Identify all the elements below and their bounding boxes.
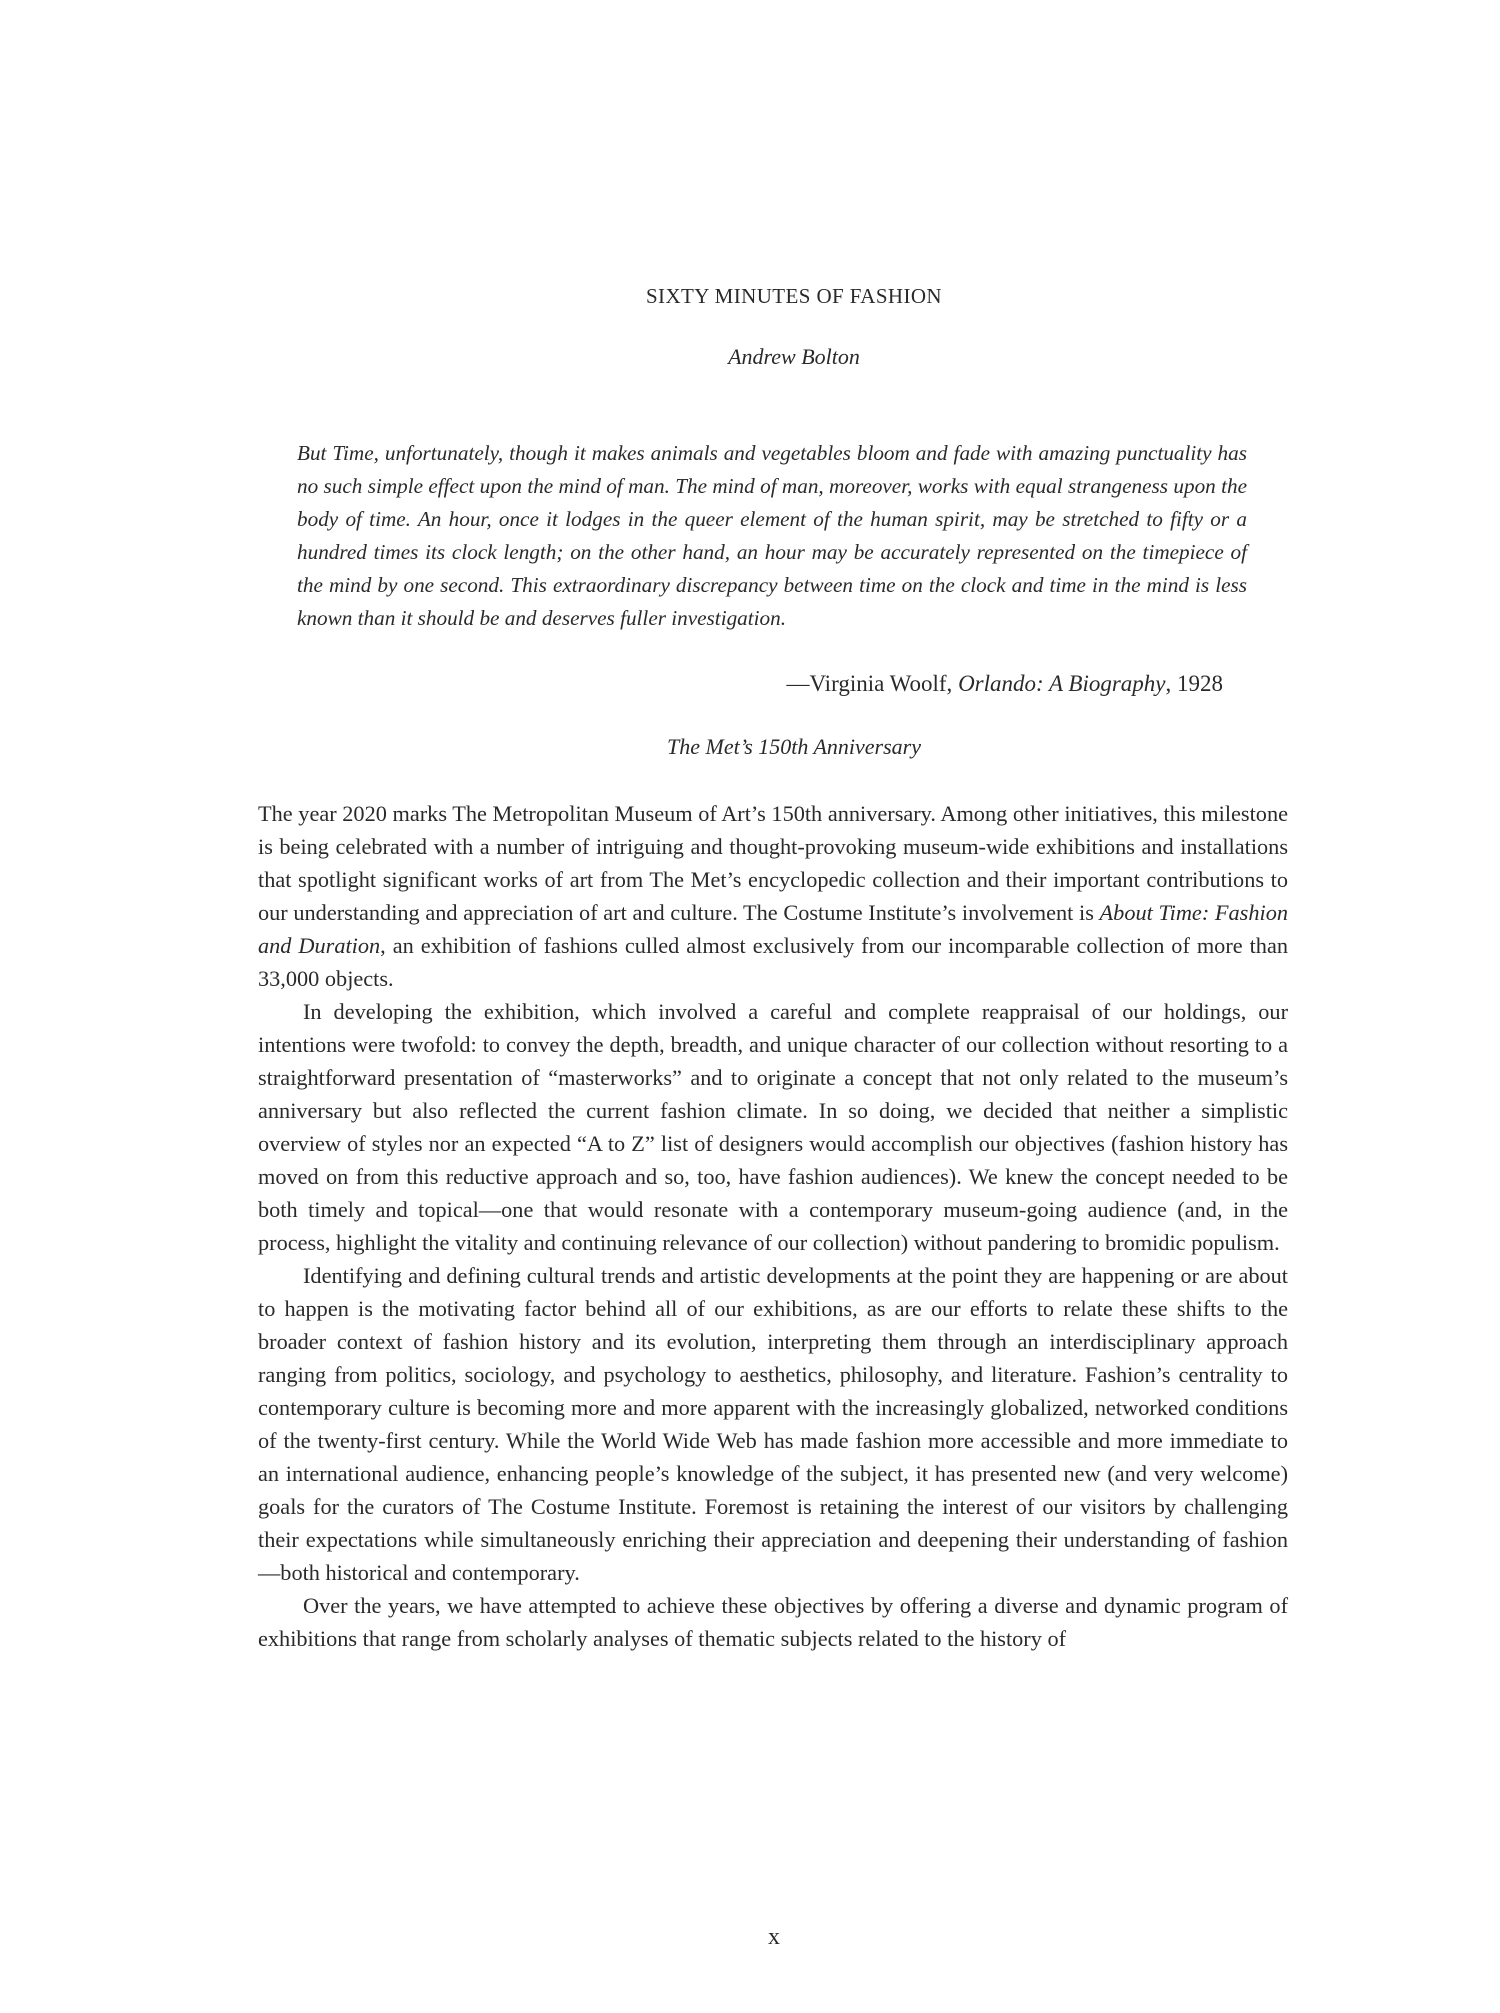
body-text — [258, 797, 1288, 1655]
section-heading: The Met’s 150th Anniversary — [667, 734, 921, 759]
page-number: x — [768, 1924, 780, 1950]
attribution-year: , 1928 — [1165, 671, 1223, 696]
paragraph-4: Over the years, we have attempted to achieve these objectives by offering a diverse and dynamic program of exhibitions that range from scholarly analyses of thematic subjects related to the history of — [258, 1593, 1288, 1651]
paragraph-1-part-a: The year 2020 marks The Metropolitan Museum of Art’s 150th anniversary. Among other initiatives, this milestone is being celebrated with a number of intriguing and thought-provoking museum-wide exhibitions and installations that spotlight significant works of art from The Met’s encyclopedic collection and their important contributions to our understanding and appreciation of art and culture. The Costume Institute’s involvement is — [258, 801, 1288, 925]
attribution-author: —Virginia Woolf, — [786, 671, 959, 696]
epigraph-attribution — [786, 667, 1223, 700]
author-byline: Andrew Bolton — [728, 344, 860, 369]
essay-title: SIXTY MINUTES OF FASHION — [645, 284, 943, 308]
exhibition-title: About Time: Fashion and Duration — [258, 900, 1288, 958]
paragraph-2: In developing the exhibition, which involved a careful and complete reappraisal of our holdings, our intentions were twofold: to convey the depth, breadth, and unique character of our collection without resorting to a straightforward presentation of “masterworks” and to originate a concept that not only related to the museum’s anniversary but also reflected the current fashion climate. In so doing, we decided that neither a simplistic overview of styles nor an expected “A to Z” list of designers would accomplish our objectives (fashion history has moved on from this reductive approach and so, too, have fashion audiences). We knew the concept needed to be both timely and topical—one that would resonate with a contemporary museum-going audience (and, in the process, highlight the vitality and continuing relevance of our collection) without pandering to bromidic populism. — [258, 999, 1288, 1255]
epigraph-quote: But Time, unfortunately, though it makes animals and vegetables bloom and fade with amazing punctuality has no such simple effect upon the mind of man. The mind of man, moreover, works with equal strangeness upon the body of time. An hour, once it lodges in the queer element of the human spirit, may be stretched to fifty or a hundred times its clock length; on the other hand, an hour may be accurately represented on the timepiece of the mind by one second. This extraordinary discrepancy between time on the clock and time in the mind is less known than it should be and deserves fuller investigation. — [297, 441, 1247, 630]
paragraph-1-part-b: , an exhibition of fashions culled almost exclusively from our incomparable collection of more than 33,000 objects. — [258, 933, 1288, 991]
attribution-work-title: Orlando: A Biography — [958, 671, 1166, 696]
paragraph-3: Identifying and defining cultural trends and artistic developments at the point they are happening or are about to happen is the motivating factor behind all of our exhibitions, as are our efforts to relate these shifts to the broader context of fashion history and its evolution, interpreting them through an interdisciplinary approach ranging from politics, sociology, and psychology to aesthetics, philosophy, and literature. Fashion’s centrality to contemporary culture is becoming more and more apparent with the increasingly globalized, networked conditions of the twenty-first century. While the World Wide Web has made fashion more accessible and more immediate to an international audience, enhancing people’s knowledge of the subject, it has presented new (and very welcome) goals for the curators of The Costume Institute. Foremost is retaining the interest of our visitors by challenging their expectations while simultaneously enriching their appreciation and deepening their understanding of fashion—both historical and contemporary. — [258, 1263, 1288, 1585]
paragraph-1 — [258, 797, 1288, 995]
